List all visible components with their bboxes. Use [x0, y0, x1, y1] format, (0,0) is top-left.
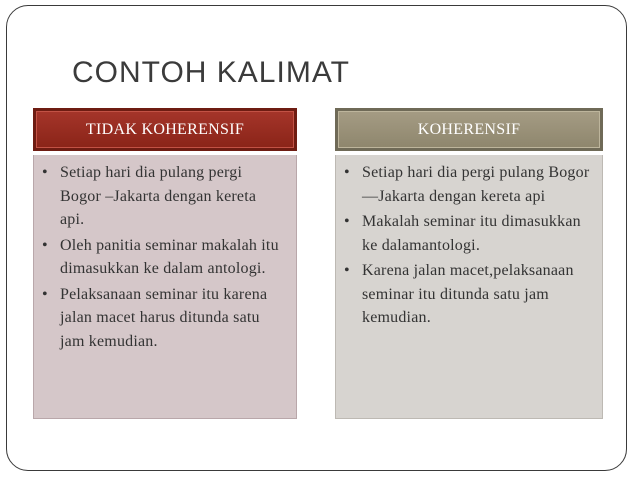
column-header-tidak-koherensif: TIDAK KOHERENSIF — [33, 108, 297, 151]
list-item: • Pelaksanaan seminar itu karena jalan macet harus ditunda satu jam kemudian. — [42, 283, 284, 354]
list-item: • Makalah seminar itu dimasukkan ke dalamantologi. — [344, 210, 590, 257]
slide-title: CONTOH KALIMAT — [72, 56, 350, 89]
column-body-koherensif — [335, 155, 603, 419]
column-body-tidak-koherensif — [33, 155, 297, 419]
bullet-list-right — [344, 161, 590, 330]
list-item: • Setiap hari dia pulang pergi Bogor –Jakarta dengan kereta api. — [42, 161, 284, 232]
list-item: • Setiap hari dia pergi pulang Bogor—Jakarta dengan kereta api — [344, 161, 590, 208]
list-item: • Karena jalan macet,pelaksanaan seminar itu ditunda satu jam kemudian. — [344, 259, 590, 330]
list-item: • Oleh panitia seminar makalah itu dimasukkan ke dalam antologi. — [42, 234, 284, 281]
column-header-koherensif: KOHERENSIF — [335, 108, 603, 151]
bullet-list-left — [42, 161, 284, 353]
